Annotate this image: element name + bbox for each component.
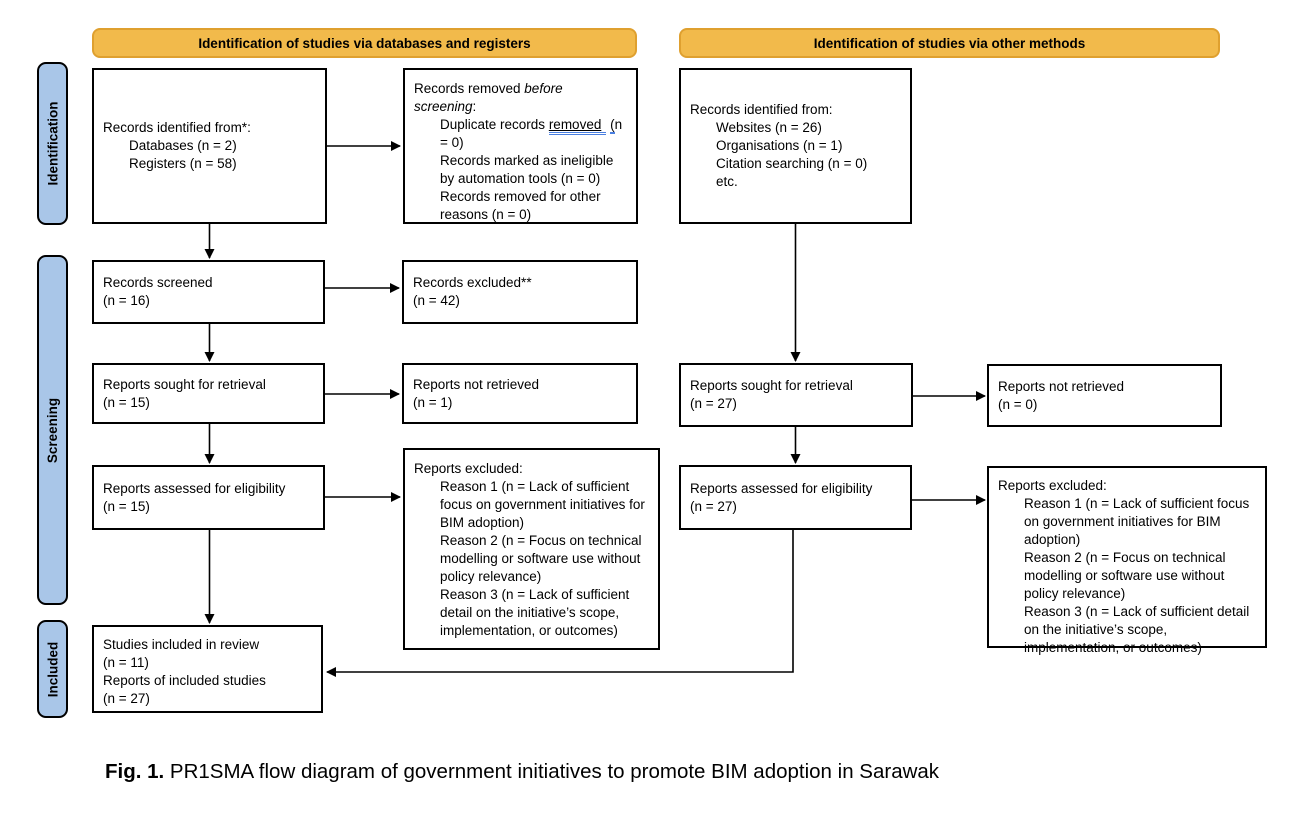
stage-screening [37, 255, 68, 605]
box-line: (n = 15) [103, 394, 150, 410]
box-line: Reports of included studies [103, 672, 266, 688]
box-line: (n = 11) [103, 654, 149, 670]
banner-other-label: Identification of studies via other methods [813, 35, 1086, 51]
box-item-other-reasons: Records removed for other reasons (n = 0) [440, 188, 601, 222]
box-line: (n = 15) [103, 498, 150, 514]
box-item: Organisations (n = 1) [716, 138, 843, 154]
box-line: (n = 16) [103, 293, 150, 308]
title-italic: before screening [414, 81, 563, 114]
stage-identification [37, 62, 68, 225]
box-title [414, 80, 627, 116]
box-item: Databases (n = 2) [129, 138, 237, 154]
box-item-duplicates [440, 116, 627, 152]
banner-other-methods [679, 28, 1220, 58]
box-line: Reports not retrieved [413, 376, 540, 392]
box-item: Registers (n = 58) [129, 155, 237, 171]
box-line: Reports sought for retrieval [103, 376, 266, 392]
box-item: Citation searching (n = 0) [716, 155, 868, 171]
stage-identification-label: Identification [45, 101, 60, 186]
box-title: Reports excluded: [998, 478, 1107, 493]
box-item-automation: Records marked as ineligible by automation tools (n = 0) [440, 152, 614, 186]
exclusion-reason: Reason 1 (n = Lack of sufficient focus on government initiatives for BIM adoption) [1024, 495, 1250, 547]
box-reports-sought-db [92, 363, 325, 424]
box-studies-included [92, 625, 323, 713]
exclusion-reason: Reason 3 (n = Lack of sufficient detail on the initiative’s scope, implementation, or outcomes) [440, 586, 630, 638]
exclusion-reason: Reason 3 (n = Lack of sufficient detail on the initiative’s scope, implementation, or outcomes) [1024, 603, 1250, 655]
box-title: Records identified from: [690, 102, 833, 118]
box-line: (n = 27) [103, 690, 150, 706]
box-records-screened [92, 260, 325, 324]
box-reports-not-retrieved-other [987, 364, 1222, 427]
box-records-excluded [402, 260, 638, 324]
box-line: (n = 1) [413, 394, 453, 410]
figure-caption [105, 760, 939, 784]
box-line: (n = 27) [690, 498, 737, 514]
box-line: Reports not retrieved [998, 378, 1125, 394]
exclusion-reason: Reason 2 (n = Focus on technical modelling or software use without policy relevance) [1024, 549, 1226, 601]
box-reports-assessed-db [92, 465, 325, 530]
stage-screening-label: Screening [45, 397, 60, 463]
box-reports-assessed-other [679, 465, 912, 530]
box-line: Records excluded** [413, 275, 532, 291]
box-line: Studies included in review [103, 637, 260, 652]
banner-databases-registers [92, 28, 637, 58]
box-item: etc. [716, 173, 738, 189]
box-records-identified-db [92, 68, 327, 224]
stage-included-label: Included [45, 641, 61, 697]
box-title: Reports excluded: [414, 461, 523, 476]
figure-caption-label: Fig. 1. [105, 760, 165, 783]
box-line: Reports assessed for eligibility [690, 480, 873, 496]
title-post: : [472, 98, 477, 114]
banner-databases-label: Identification of studies via databases and registers [198, 35, 531, 51]
box-reports-sought-other [679, 363, 913, 427]
grammar-mark: ( [610, 116, 615, 132]
box-reports-excluded-db [403, 448, 660, 650]
duplicates-post: n = 0) [440, 116, 623, 150]
box-title: Records identified from*: [103, 120, 251, 136]
box-line: (n = 0) [998, 396, 1038, 412]
exclusion-reason: Reason 2 (n = Focus on technical modelling or software use without policy relevance) [440, 532, 642, 584]
box-item: Websites (n = 26) [716, 120, 822, 136]
box-records-identified-other [679, 68, 912, 224]
grammar-underlined-word: removed [549, 117, 607, 135]
stage-included [37, 620, 68, 718]
box-reports-not-retrieved-db [402, 363, 638, 424]
box-records-removed [403, 68, 638, 224]
box-reports-excluded-other [987, 466, 1267, 655]
box-line: Records screened [103, 275, 213, 291]
box-line: Reports sought for retrieval [690, 378, 853, 394]
duplicates-pre: Duplicate records [440, 116, 549, 132]
box-line: (n = 42) [413, 293, 460, 308]
title-pre: Records removed [414, 81, 525, 96]
exclusion-reason: Reason 1 (n = Lack of sufficient focus on government initiatives for BIM adoption) [440, 478, 645, 530]
box-line: (n = 27) [690, 396, 737, 411]
box-line: Reports assessed for eligibility [103, 480, 286, 496]
figure-caption-text: PR1SMA flow diagram of government initiatives to promote BIM adoption in Sarawak [164, 760, 940, 783]
